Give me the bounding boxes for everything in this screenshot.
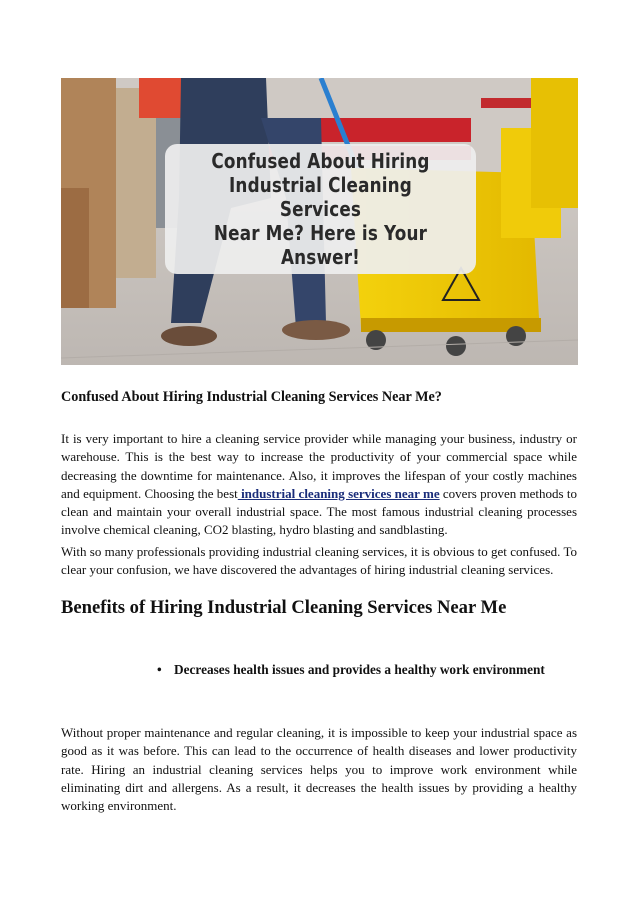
benefit-list-item (157, 660, 577, 679)
article-heading: Confused About Hiring Industrial Cleaning Services Near Me? (61, 389, 442, 405)
hero-title-line: Near Me? Here is Your (213, 221, 428, 245)
industrial-cleaning-services-link[interactable]: industrial cleaning services near me (237, 485, 440, 501)
benefit-item-text: Decreases health issues and provides a healthy work environment (174, 662, 545, 677)
hero-image (61, 78, 578, 365)
intro-paragraph (61, 430, 577, 540)
hero-title-line: Answer! (280, 245, 361, 269)
hero-title-overlay (165, 144, 476, 274)
intro-text-before: It is very important to hire a cleaning service provider while managing your business, industry or warehouse. This is the best way to increase the productivity of your commercial space while decreasing the downtime for maintenance. Also, it improves the lifespan of your costly machines and equipment. Choosing the best (61, 431, 577, 501)
hero-title (193, 149, 448, 269)
benefits-heading: Benefits of Hiring Industrial Cleaning Services Near Me (61, 597, 507, 618)
intro-text-after: covers proven methods to clean and maintain your overall industrial space. The most famous industrial cleaning processes involve chemical cleaning, CO2 blasting, hydro blasting and sandblasting. (61, 485, 577, 538)
bullet-marker: • (157, 662, 162, 677)
hero-title-line: Industrial Cleaning Services (229, 173, 412, 221)
hero-title-line: Confused About Hiring (211, 149, 430, 173)
maintenance-paragraph: Without proper maintenance and regular cleaning, it is impossible to keep your industrial space as good as it was before. This can lead to the occurrence of health diseases and lower productivity rate. Hiring an industrial cleaning services helps you to improve work environment while eliminating dirt and allergens. As a result, it decreases the health issues by providing a healthy working environment. (61, 725, 577, 814)
confusion-paragraph: With so many professionals providing industrial cleaning services, it is obvious to get confused. To clear your confusion, we have discovered the advantages of hiring industrial cleaning services. (61, 544, 577, 578)
